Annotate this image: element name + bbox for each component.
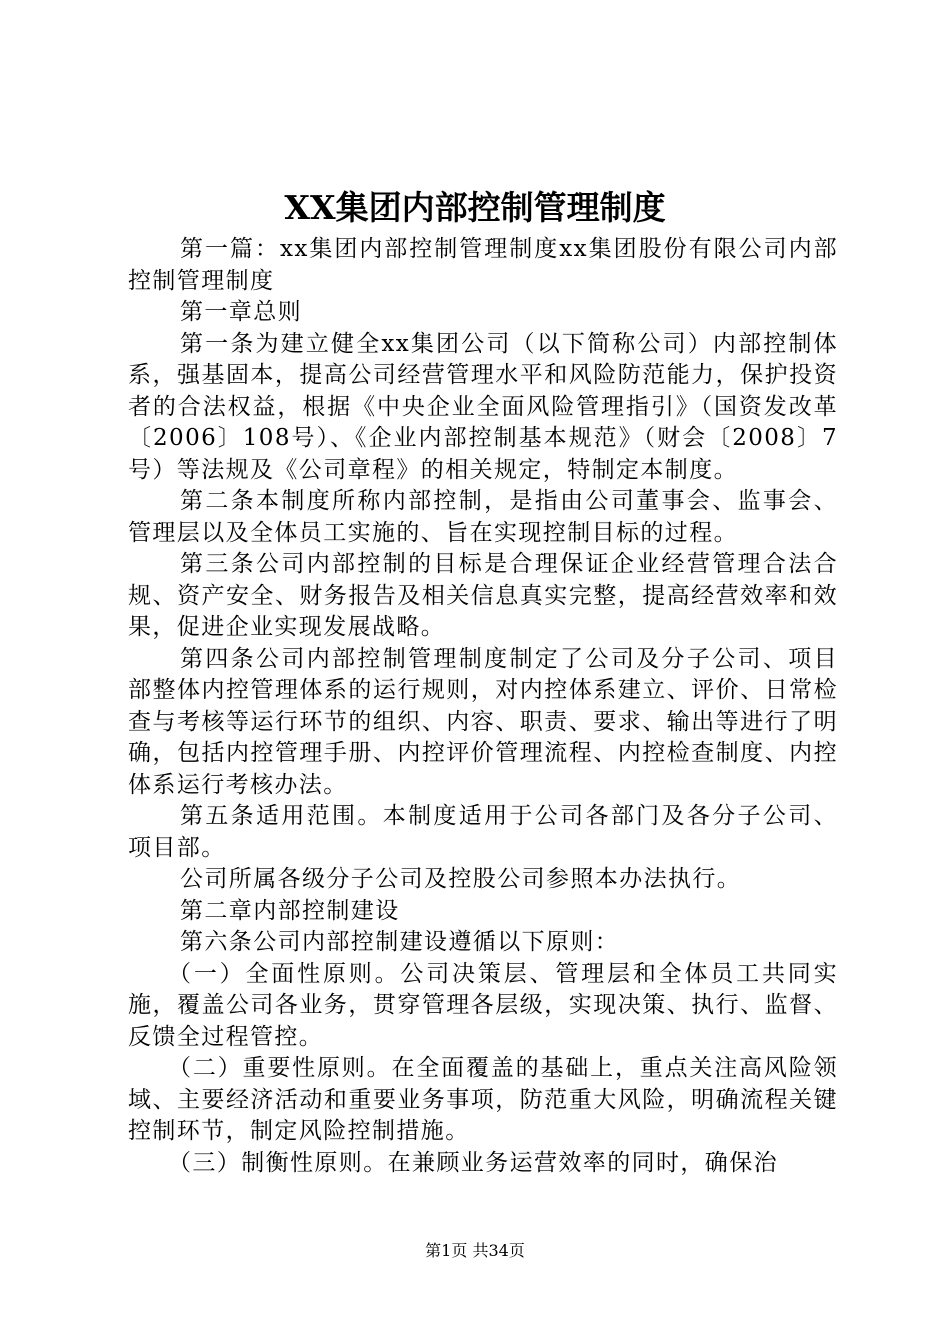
document-body bbox=[128, 234, 838, 1179]
article-4: 第四条公司内部控制管理制度制定了公司及分子公司、项目部整体内控管理体系的运行规则，对内控体系建立、评价、日常检查与考核等运行环节的组织、内容、职责、要求、输出等进行了明确，包括内控管理手册、内控评价管理流程、内控检查制度、内控体系运行考核办法。 bbox=[128, 645, 838, 798]
article-6: 第六条公司内部控制建设遵循以下原则： bbox=[180, 929, 620, 955]
article-1: 第一条为建立健全xx集团公司（以下简称公司）内部控制体系，强基固本，提高公司经营管理水平和风险防范能力，保护投资者的合法权益，根据《中央企业全面风险管理指引》（国资发改革〔2006〕108号）、《企业内部控制基本规范》（财会〔2008〕7号）等法规及《公司章程》的相关规定，特制定本制度。 bbox=[128, 330, 838, 483]
page-footer bbox=[0, 1241, 950, 1261]
paragraph-part-one: 第一篇：xx集团内部控制管理制度xx集团股份有限公司内部控制管理制度 bbox=[128, 236, 838, 294]
page-total: 共34页 bbox=[472, 1241, 525, 1260]
document-title: XX集团内部控制管理制度 bbox=[284, 188, 666, 227]
chapter-heading-construction: 第二章内部控制建设 bbox=[180, 897, 400, 924]
article-3: 第三条公司内部控制的目标是合理保证企业经营管理合法合规、资产安全、财务报告及相关信息真实完整，提高经营效率和效果，促进企业实现发展战略。 bbox=[128, 551, 838, 640]
article-5-note: 公司所属各级分子公司及控股公司参照本办法执行。 bbox=[180, 866, 742, 892]
principle-comprehensive: （一）全面性原则。公司决策层、管理层和全体员工共同实施，覆盖公司各业务，贯穿管理各层级，实现决策、执行、监督、反馈全过程管控。 bbox=[128, 960, 838, 1050]
article-2: 第二条本制度所称内部控制，是指由公司董事会、监事会、管理层以及全体员工实施的、旨在实现控制目标的过程。 bbox=[128, 488, 838, 546]
article-5: 第五条适用范围。本制度适用于公司各部门及各分子公司、项目部。 bbox=[128, 803, 838, 861]
principle-checks-balances: （三）制衡性原则。在兼顾业务运营效率的同时，确保治 bbox=[168, 1149, 778, 1176]
principle-importance: （二）重要性原则。在全面覆盖的基础上，重点关注高风险领域、主要经济活动和重要业务事项，防范重大风险，明确流程关键控制环节，制定风险控制措施。 bbox=[128, 1055, 838, 1144]
chapter-heading-general: 第一章总则 bbox=[180, 299, 302, 325]
page-number: 第1页 bbox=[425, 1241, 468, 1260]
